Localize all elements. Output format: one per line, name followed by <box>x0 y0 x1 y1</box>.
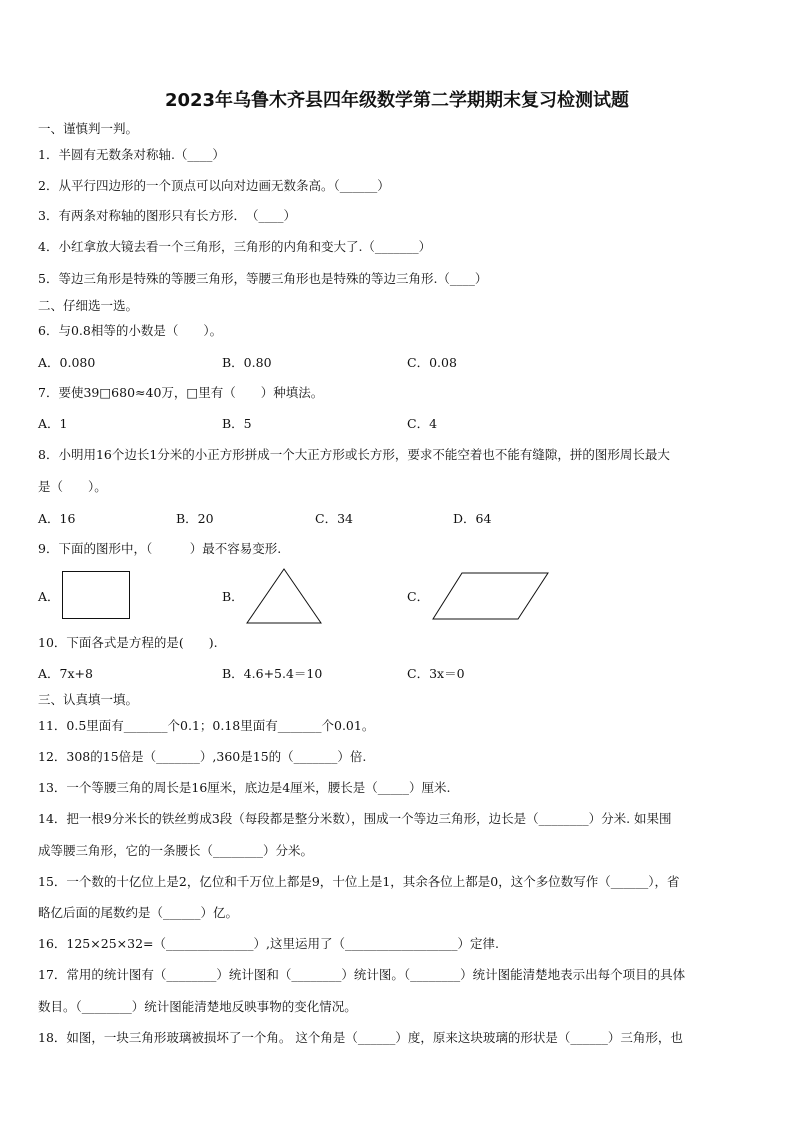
q10-option-c: C．3x＝0 <box>407 666 465 681</box>
question-14-line-2: 成等腰三角形，它的一条腰长（________）分米。 <box>38 843 314 858</box>
q9-option-c: C． <box>407 589 430 604</box>
q6-option-a: A．0.080 <box>38 355 96 370</box>
question-6: 6．与0.8相等的小数是（ ）。 <box>38 323 223 338</box>
question-2: 2．从平行四边形的一个顶点可以向对边画无数条高。（______） <box>38 178 390 193</box>
page-title: 2023年乌鲁木齐县四年级数学第二学期期末复习检测试题 <box>164 90 630 111</box>
question-13: 13．一个等腰三角的周长是16厘米，底边是4厘米，腰长是（_____）厘米. <box>38 780 451 795</box>
q9-option-b: B． <box>222 589 244 604</box>
q7-option-c: C．4 <box>407 416 438 431</box>
question-4: 4．小红拿放大镜去看一个三角形，三角形的内角和变大了.（_______） <box>38 239 432 254</box>
question-11: 11．0.5里面有_______个0.1；0.18里面有_______个0.01。 <box>38 718 375 733</box>
triangle-figure <box>246 568 322 624</box>
question-17-line-2: 数目。（________）统计图能清楚地反映事物的变化情况。 <box>38 999 357 1014</box>
q8-option-b: B．20 <box>176 511 214 526</box>
section-heading-3: 三、认真填一填。 <box>38 692 139 707</box>
question-15-line-2: 略亿后面的尾数约是（______）亿。 <box>38 905 239 920</box>
question-12: 12．308的15倍是（_______）,360是15的（_______）倍. <box>38 749 367 764</box>
question-5: 5．等边三角形是特殊的等腰三角形，等腰三角形也是特殊的等边三角形.（____） <box>38 271 488 286</box>
question-9: 9．下面的图形中，（ ）最不容易变形. <box>38 541 282 556</box>
question-18: 18．如图，一块三角形玻璃被损坏了一个角。 这个角是（______）度，原来这块玻璃的形状是（______）三角形，也 <box>38 1030 683 1045</box>
question-8-line-1: 8．小明用16个边长1分米的小正方形拼成一个大正方形或长方形，要求不能空着也不能有缝隙，拼的图形周长最大 <box>38 447 670 462</box>
q7-option-b: B．5 <box>222 416 252 431</box>
question-14-line-1: 14．把一根9分米长的铁丝剪成3段（每段都是整分米数），围成一个等边三角形，边长是（________）分米. 如果围 <box>38 811 672 826</box>
question-16: 16．125×25×32=（______________）,这里运用了（__________________）定律. <box>38 936 499 951</box>
q10-option-a: A．7x+8 <box>38 666 93 681</box>
question-1: 1．半圆有无数条对称轴.（____） <box>38 147 225 162</box>
question-17-line-1: 17．常用的统计图有（________）统计图和（________）统计图。（________）统计图能清楚地表示出每个项目的具体 <box>38 967 686 982</box>
section-heading-1: 一、谨慎判一判。 <box>38 121 139 136</box>
q8-option-d: D．64 <box>453 511 492 526</box>
question-10: 10．下面各式是方程的是( ). <box>38 635 218 650</box>
q6-option-b: B．0.80 <box>222 355 272 370</box>
q8-option-a: A．16 <box>38 511 76 526</box>
q6-option-c: C．0.08 <box>407 355 457 370</box>
rectangle-figure <box>62 571 130 619</box>
question-7: 7．要使39□680≈40万，□里有（ ）种填法。 <box>38 385 324 400</box>
question-8-line-2: 是（ ）。 <box>38 479 107 494</box>
question-15-line-1: 15．一个数的十亿位上是2，亿位和千万位上都是9，十位上是1，其余各位上都是0，这个多位数写作（______），省 <box>38 874 680 889</box>
section-heading-2: 二、仔细选一选。 <box>38 298 139 313</box>
q9-option-a: A． <box>38 589 60 604</box>
q7-option-a: A．1 <box>38 416 68 431</box>
parallelogram-figure <box>432 572 549 620</box>
q10-option-b: B．4.6+5.4＝10 <box>222 666 323 681</box>
question-3: 3．有两条对称轴的图形只有长方形． （____） <box>38 208 296 223</box>
q8-option-c: C．34 <box>315 511 353 526</box>
